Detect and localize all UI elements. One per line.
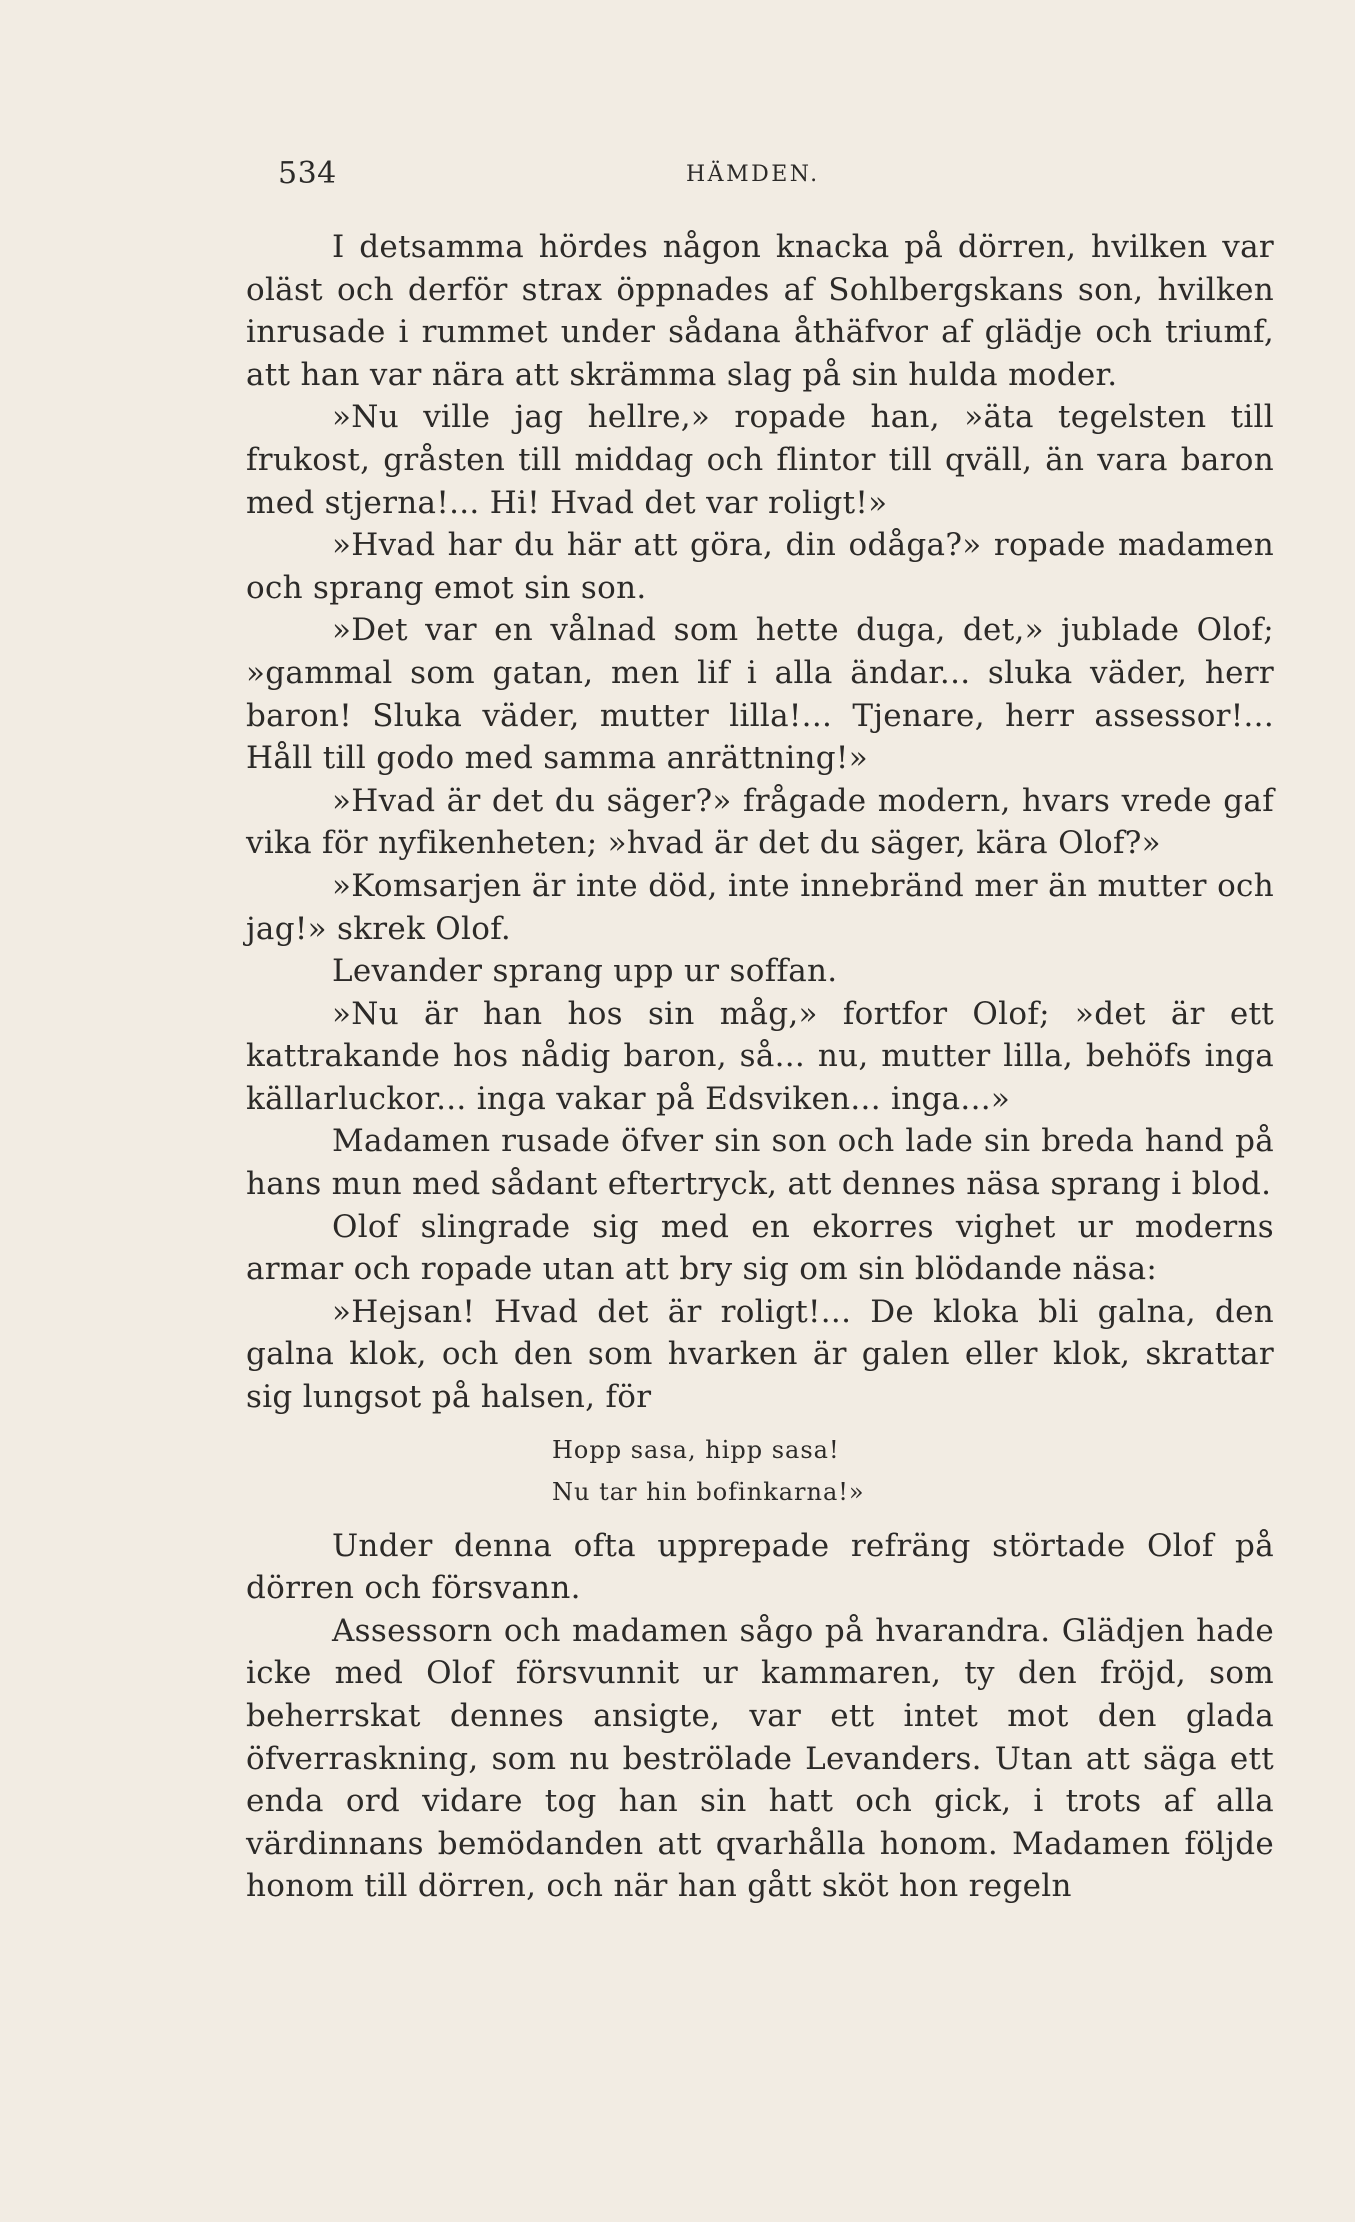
paragraph: »Hejsan! Hvad det är roligt!... De kloka bli galna, den galna klok, och den som hvarken är galen eller klok, skrattar sig lungsot på halsen, för — [246, 1293, 1274, 1416]
verse-line: Nu tar hin bofinkarna!» — [552, 1477, 865, 1506]
paragraph: Madamen rusade öfver sin son och lade sin breda hand på hans mun med sådant eftertryck, att dennes näsa sprang i blod. — [246, 1123, 1274, 1203]
verse-line: Hopp sasa, hipp sasa! — [552, 1435, 840, 1464]
page-number: 534 — [278, 156, 337, 191]
paragraph: Under denna ofta upprepade refräng störtade Olof på dörren och försvann. — [246, 1527, 1274, 1607]
paragraph: »Hvad har du här att göra, din odåga?» ropade madamen och sprang emot sin son. — [246, 527, 1274, 606]
page-body — [246, 226, 1274, 1908]
page-header — [278, 156, 1274, 196]
paragraph: I detsamma hördes någon knacka på dörren, hvilken var oläst och derför strax öppnades af Sohlbergskans son, hvilken inrusade i rummet under sådana åthäfvor af glädje och triumf, att han var nära att skrämma slag på sin hulda moder. — [246, 229, 1274, 393]
song-verse — [246, 1429, 1274, 1513]
paragraph: »Komsarjen är inte död, inte innebränd mer än mutter och jag!» skrek Olof. — [246, 867, 1274, 947]
paragraph: Olof slingrade sig med en ekorres vighet ur moderns armar och ropade utan att bry sig om sin blödande näsa: — [246, 1208, 1274, 1288]
paragraph: Levander sprang upp ur soffan. — [332, 953, 838, 990]
paragraph: »Nu är han hos sin måg,» fortfor Olof; »det är ett kattrakande hos nådig baron, så... nu, mutter lilla, behöfs inga källarluckor... inga vakar på Edsviken... inga...» — [246, 995, 1274, 1117]
running-title: HÄMDEN. — [686, 162, 820, 187]
paragraph: »Nu ville jag hellre,» ropade han, »äta tegelsten till frukost, gråsten till middag och flintor till qväll, än vara baron med stjerna!... Hi! Hvad det var roligt!» — [246, 399, 1274, 521]
paragraph: »Hvad är det du säger?» frågade modern, hvars vrede gaf vika för nyfikenheten; »hvad är det du säger, kära Olof?» — [246, 782, 1274, 862]
paragraph: Assessorn och madamen sågo på hvarandra. Glädjen hade icke med Olof försvunnit ur kammaren, ty den fröjd, som beherrskat dennes ansigte, var ett intet mot den glada öfverraskning, som nu beströlade Levanders. Utan att säga ett enda ord vidare tog han sin hatt och gick, i trots af alla värdinnans bemödanden att qvarhålla honom. Madamen följde honom till dörren, och när han gått sköt hon regeln — [246, 1612, 1274, 1905]
paragraph: »Det var en vålnad som hette duga, det,» jublade Olof; »gammal som gatan, men lif i alla ändar... sluka väder, herr baron! Sluka väder, mutter lilla!... Tjenare, herr assessor!... Håll till godo med samma anrättning!» — [246, 612, 1274, 777]
